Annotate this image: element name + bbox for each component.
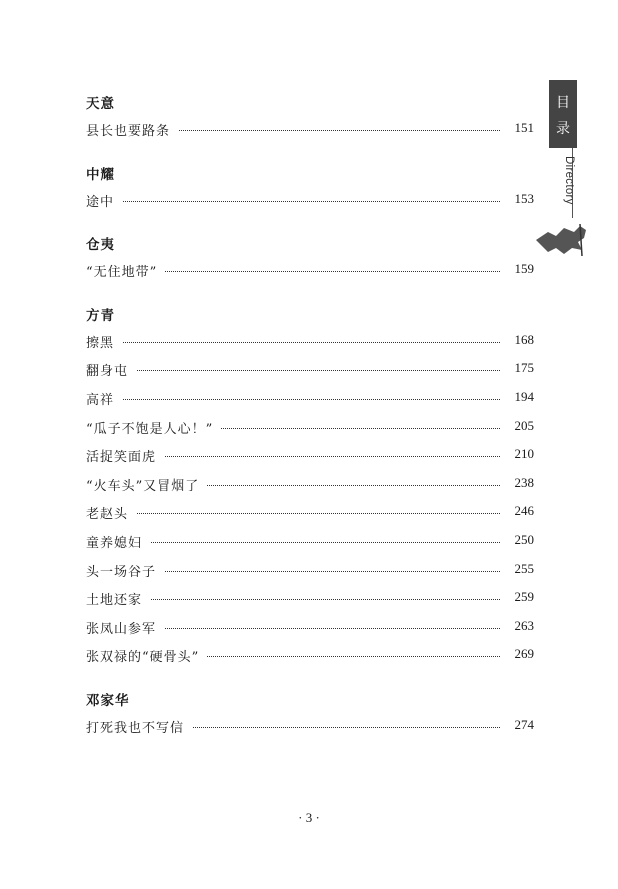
entry-title: 童养媳妇 [86, 532, 150, 551]
entry-title: 头一场谷子 [86, 561, 164, 580]
entry-title: 老赵头 [86, 503, 136, 522]
toc-entry[interactable] [86, 191, 534, 209]
tab-title-char-1: 目 [556, 95, 570, 111]
toc-entry[interactable] [86, 532, 534, 550]
author-heading: 邓家华 [86, 693, 130, 709]
tab-subtitle: Directory [563, 156, 575, 205]
toc-entry[interactable] [86, 446, 534, 464]
entry-page: 159 [514, 261, 534, 277]
entry-page: 250 [514, 532, 534, 547]
entry-page: 151 [514, 120, 534, 135]
entry-title: 途中 [86, 191, 122, 210]
entry-page: 269 [514, 646, 534, 662]
directory-tab [549, 80, 577, 148]
author-heading: 方青 [86, 307, 115, 324]
entry-page: 210 [514, 446, 534, 462]
entry-title: 翻身屯 [86, 360, 136, 379]
toc-entry[interactable] [86, 618, 534, 636]
entry-page: 238 [514, 474, 534, 490]
entry-title: “火车头”又冒烟了 [86, 475, 207, 494]
entry-title: 高祥 [86, 389, 122, 408]
entry-page: 168 [514, 331, 534, 347]
entry-title: “瓜子不饱是人心！” [86, 418, 221, 437]
toc-entry[interactable] [86, 418, 534, 436]
entry-page: 259 [514, 589, 534, 605]
entry-page: 255 [514, 560, 534, 576]
entry-title: 活捉笑面虎 [86, 446, 164, 465]
entry-title: 县长也要路条 [86, 120, 178, 139]
toc-entry[interactable] [86, 120, 534, 138]
entry-page: 246 [514, 503, 534, 519]
entry-title: “无住地带” [86, 261, 165, 280]
leader-dots [86, 201, 500, 202]
toc-entry[interactable] [86, 503, 534, 521]
toc-entry[interactable] [86, 717, 534, 735]
entry-title: 张双禄的“硬骨头” [86, 646, 207, 665]
toc-entry[interactable] [86, 360, 534, 378]
entry-page: 153 [514, 190, 534, 206]
page-number: · 3 · [298, 810, 320, 825]
toc-entry[interactable] [86, 561, 534, 579]
leader-dots [86, 399, 500, 400]
toc-entry[interactable] [86, 332, 534, 350]
entry-page: 175 [514, 360, 534, 376]
author-heading: 中耀 [86, 166, 115, 183]
entry-title: 打死我也不写信 [86, 717, 192, 736]
entry-page: 263 [514, 617, 534, 633]
entry-page: 205 [514, 417, 534, 433]
leader-dots [86, 342, 500, 343]
leader-dots [86, 370, 500, 371]
toc-entry[interactable] [86, 589, 534, 607]
toc-entry[interactable] [86, 261, 534, 279]
toc-entry[interactable] [86, 389, 534, 407]
toc-entry[interactable] [86, 646, 534, 664]
entry-title: 擦黑 [86, 332, 122, 351]
entry-page: 274 [514, 717, 534, 732]
entry-page: 194 [514, 389, 534, 404]
tab-title-char-2: 录 [556, 121, 570, 137]
toc-entry[interactable] [86, 475, 534, 493]
flag-icon [534, 220, 590, 258]
entry-title: 土地还家 [86, 589, 150, 608]
author-heading: 仓夷 [86, 237, 115, 254]
author-heading: 天意 [86, 96, 115, 112]
entry-title: 张凤山参军 [86, 618, 164, 637]
leader-dots [86, 513, 500, 514]
